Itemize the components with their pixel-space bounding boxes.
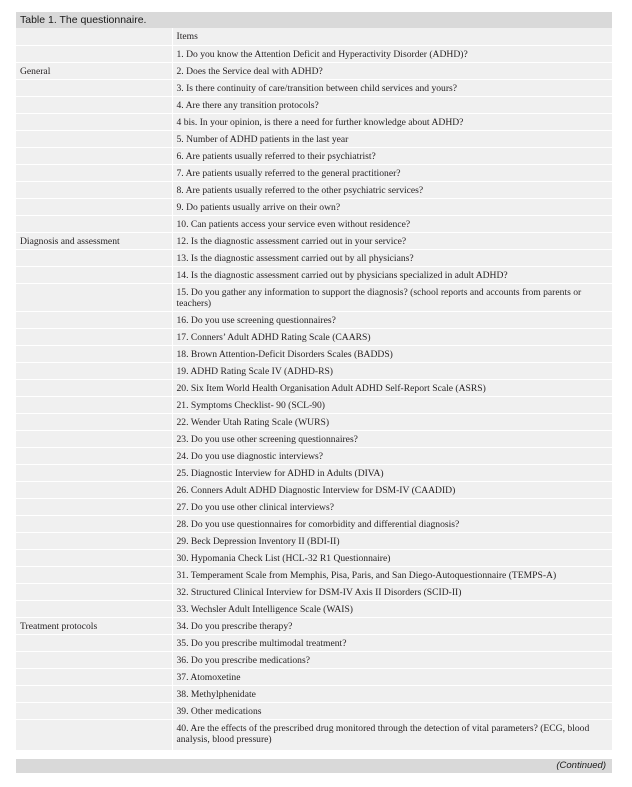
section-cell	[16, 481, 172, 498]
section-cell	[16, 45, 172, 62]
section-cell	[16, 362, 172, 379]
table-header-row	[16, 28, 612, 45]
section-cell	[16, 413, 172, 430]
table-row	[16, 566, 612, 583]
item-cell: 29. Beck Depression Inventory II (BDI-II)	[172, 532, 612, 549]
section-cell	[16, 566, 172, 583]
table-row	[16, 311, 612, 328]
item-cell: 20. Six Item World Health Organisation Adult ADHD Self-Report Scale (ASRS)	[172, 379, 612, 396]
section-cell	[16, 447, 172, 464]
table-row	[16, 634, 612, 651]
table-row	[16, 600, 612, 617]
section-cell	[16, 668, 172, 685]
item-cell: 15. Do you gather any information to support the diagnosis? (school reports and accounts from parents or teachers)	[172, 283, 612, 311]
table-row	[16, 464, 612, 481]
section-cell	[16, 719, 172, 750]
table-row	[16, 532, 612, 549]
section-cell	[16, 345, 172, 362]
table-row	[16, 430, 612, 447]
item-cell: 17. Conners’ Adult ADHD Rating Scale (CAARS)	[172, 328, 612, 345]
section-cell	[16, 147, 172, 164]
section-cell: General	[16, 62, 172, 79]
table-row	[16, 719, 612, 750]
section-cell	[16, 549, 172, 566]
table-row	[16, 515, 612, 532]
section-cell	[16, 328, 172, 345]
table-row	[16, 164, 612, 181]
table-row	[16, 685, 612, 702]
item-cell: 22. Wender Utah Rating Scale (WURS)	[172, 413, 612, 430]
table-row	[16, 181, 612, 198]
table-row	[16, 147, 612, 164]
section-cell	[16, 79, 172, 96]
table-row	[16, 249, 612, 266]
section-cell	[16, 600, 172, 617]
item-cell: 26. Conners Adult ADHD Diagnostic Interview for DSM-IV (CAADID)	[172, 481, 612, 498]
item-cell: 21. Symptoms Checklist- 90 (SCL-90)	[172, 396, 612, 413]
header-items-cell: Items	[172, 28, 612, 45]
item-cell: 28. Do you use questionnaires for comorbidity and differential diagnosis?	[172, 515, 612, 532]
section-cell	[16, 702, 172, 719]
item-cell: 18. Brown Attention-Deficit Disorders Scales (BADDS)	[172, 345, 612, 362]
item-cell: 37. Atomoxetine	[172, 668, 612, 685]
section-cell: Diagnosis and assessment	[16, 232, 172, 249]
item-cell: 4. Are there any transition protocols?	[172, 96, 612, 113]
table-row	[16, 481, 612, 498]
item-cell: 2. Does the Service deal with ADHD?	[172, 62, 612, 79]
item-cell: 27. Do you use other clinical interviews?	[172, 498, 612, 515]
table-row	[16, 583, 612, 600]
table-row	[16, 549, 612, 566]
item-cell: 34. Do you prescribe therapy?	[172, 617, 612, 634]
item-cell: 3. Is there continuity of care/transition between child services and yours?	[172, 79, 612, 96]
table-row	[16, 362, 612, 379]
table-row	[16, 62, 612, 79]
table-row	[16, 702, 612, 719]
item-cell: 31. Temperament Scale from Memphis, Pisa, Paris, and San Diego-Autoquestionnaire (TEMPS-A)	[172, 566, 612, 583]
section-cell	[16, 96, 172, 113]
table-row	[16, 96, 612, 113]
item-cell: 36. Do you prescribe medications?	[172, 651, 612, 668]
table-row	[16, 379, 612, 396]
continued-note: (Continued)	[16, 759, 612, 773]
item-cell: 12. Is the diagnostic assessment carried out in your service?	[172, 232, 612, 249]
table-row	[16, 345, 612, 362]
table-row	[16, 396, 612, 413]
section-cell	[16, 430, 172, 447]
section-cell	[16, 498, 172, 515]
item-cell: 5. Number of ADHD patients in the last year	[172, 130, 612, 147]
item-cell: 40. Are the effects of the prescribed drug monitored through the detection of vital parameters? (ECG, blood analysis, blood pressure)	[172, 719, 612, 750]
table-row	[16, 45, 612, 62]
section-cell	[16, 266, 172, 283]
item-cell: 33. Wechsler Adult Intelligence Scale (WAIS)	[172, 600, 612, 617]
item-cell: 14. Is the diagnostic assessment carried out by physicians specialized in adult ADHD?	[172, 266, 612, 283]
section-cell	[16, 130, 172, 147]
section-cell	[16, 651, 172, 668]
table-row	[16, 266, 612, 283]
header-section-cell	[16, 28, 172, 45]
item-cell: 6. Are patients usually referred to their psychiatrist?	[172, 147, 612, 164]
item-cell: 35. Do you prescribe multimodal treatment?	[172, 634, 612, 651]
item-cell: 10. Can patients access your service even without residence?	[172, 215, 612, 232]
item-cell: 8. Are patients usually referred to the other psychiatric services?	[172, 181, 612, 198]
section-cell	[16, 634, 172, 651]
item-cell: 25. Diagnostic Interview for ADHD in Adults (DIVA)	[172, 464, 612, 481]
table-caption: Table 1. The questionnaire.	[16, 12, 612, 28]
table-row	[16, 215, 612, 232]
section-cell	[16, 685, 172, 702]
section-cell	[16, 113, 172, 130]
item-cell: 19. ADHD Rating Scale IV (ADHD-RS)	[172, 362, 612, 379]
table-row	[16, 198, 612, 215]
table-row	[16, 113, 612, 130]
section-cell	[16, 583, 172, 600]
table-row	[16, 498, 612, 515]
questionnaire-table-page	[16, 12, 612, 773]
section-cell	[16, 215, 172, 232]
table-row	[16, 617, 612, 634]
item-cell: 30. Hypomania Check List (HCL-32 R1 Questionnaire)	[172, 549, 612, 566]
table-row	[16, 668, 612, 685]
table-row	[16, 283, 612, 311]
item-cell: 38. Methylphenidate	[172, 685, 612, 702]
section-cell	[16, 164, 172, 181]
item-cell: 16. Do you use screening questionnaires?	[172, 311, 612, 328]
table-row	[16, 130, 612, 147]
section-cell	[16, 379, 172, 396]
item-cell: 23. Do you use other screening questionnaires?	[172, 430, 612, 447]
table-row	[16, 447, 612, 464]
table-row	[16, 328, 612, 345]
item-cell: 4 bis. In your opinion, is there a need for further knowledge about ADHD?	[172, 113, 612, 130]
table-row	[16, 651, 612, 668]
item-cell: 24. Do you use diagnostic interviews?	[172, 447, 612, 464]
item-cell: 13. Is the diagnostic assessment carried out by all physicians?	[172, 249, 612, 266]
item-cell: 9. Do patients usually arrive on their own?	[172, 198, 612, 215]
section-cell	[16, 532, 172, 549]
item-cell: 32. Structured Clinical Interview for DSM-IV Axis II Disorders (SCID-II)	[172, 583, 612, 600]
table-body	[16, 45, 612, 750]
section-cell	[16, 181, 172, 198]
item-cell: 7. Are patients usually referred to the general practitioner?	[172, 164, 612, 181]
section-cell	[16, 311, 172, 328]
section-cell: Treatment protocols	[16, 617, 172, 634]
item-cell: 1. Do you know the Attention Deficit and Hyperactivity Disorder (ADHD)?	[172, 45, 612, 62]
item-cell: 39. Other medications	[172, 702, 612, 719]
section-cell	[16, 283, 172, 311]
section-cell	[16, 249, 172, 266]
section-cell	[16, 515, 172, 532]
questionnaire-table	[16, 28, 612, 751]
section-cell	[16, 396, 172, 413]
table-row	[16, 413, 612, 430]
section-cell	[16, 198, 172, 215]
table-row	[16, 79, 612, 96]
section-cell	[16, 464, 172, 481]
table-row	[16, 232, 612, 249]
